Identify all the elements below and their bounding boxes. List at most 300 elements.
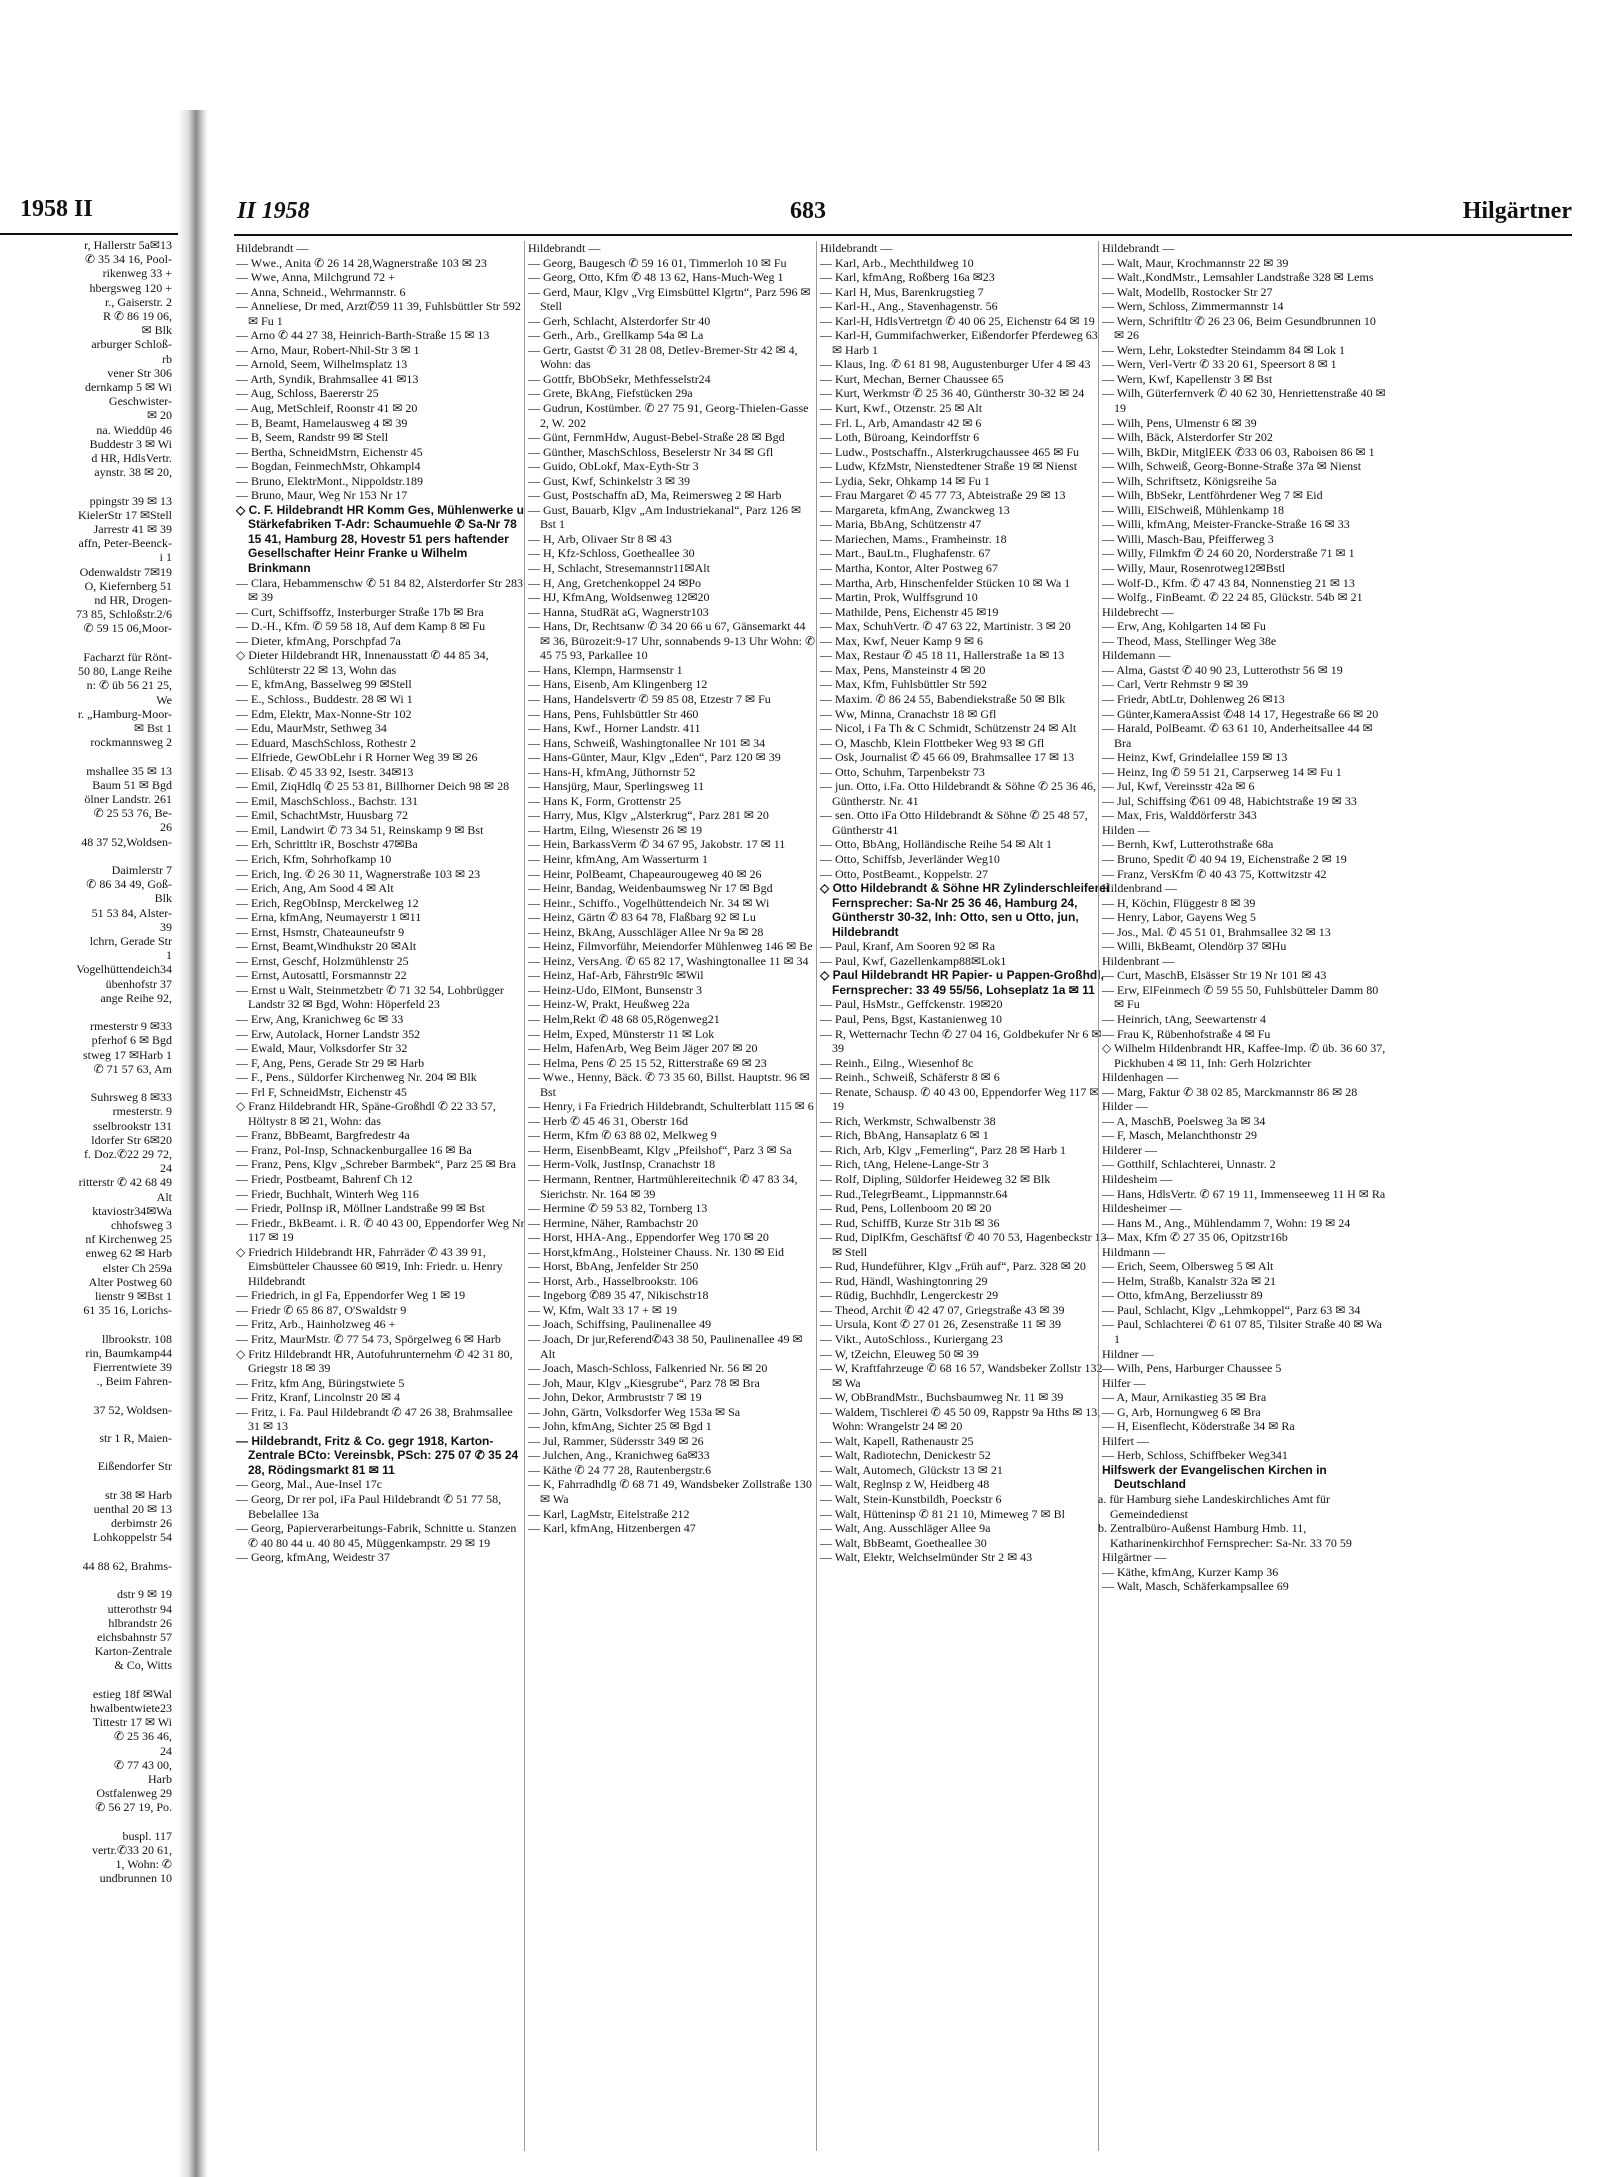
directory-entry: — E, kfmAng, Basselweg 99 ✉Stell xyxy=(236,677,412,692)
directory-entry: — Hermann, Rentner, Hartmühlereitechnik ✆ 47 83 34, Sierichstr. Nr. 164 ✉ 39 xyxy=(528,1172,798,1201)
directory-entry: — Heinz-Udo, ElMont, Bunsenstr 3 xyxy=(528,982,702,997)
directory-entry: — Mariechen, Mams., Framheinstr. 18 xyxy=(820,531,1007,546)
directory-entry: — Paul, Schlacht, Klgv „Lehmkoppel“, Parz 63 ✉ 34 xyxy=(1102,1302,1361,1317)
left-fragment-line: 73 85, Schloßstr.2/6 xyxy=(75,607,172,622)
left-fragment-line: lchrn, Gerade Str xyxy=(89,933,172,948)
left-fragment-line xyxy=(0,479,172,493)
directory-entry: — W, tZeichn, Eleuweg 50 ✉ 39 xyxy=(820,1346,979,1361)
left-fragment-line: ✆ 77 43 00, xyxy=(113,1757,172,1772)
directory-entry: — Fritz, Arb., Hainholzweg 46 + xyxy=(236,1317,396,1332)
directory-entry: — Heinz-W, Prakt, Heußweg 22a xyxy=(528,997,690,1012)
directory-entry: — Ewald, Maur, Volksdorfer Str 32 xyxy=(236,1041,408,1056)
directory-entry: — Otto, PostBeamt., Koppelstr. 27 xyxy=(820,866,988,881)
left-fragment-line xyxy=(0,1445,172,1459)
left-page-column xyxy=(0,238,172,1886)
directory-entry: — Max, Fris, Walddörferstr 343 xyxy=(1102,808,1257,823)
directory-entry: — Alma, Gastst ✆ 40 90 23, Lutterothstr 56 ✉ 19 xyxy=(1102,662,1343,677)
left-fragment-line: Eißendorfer Str xyxy=(97,1459,172,1474)
directory-entry: — Lydia, Sekr, Ohkamp 14 ✉ Fu 1 xyxy=(820,473,990,488)
directory-page xyxy=(210,120,1590,2177)
directory-entry: — Rich, Werkmstr, Schwalbenstr 38 xyxy=(820,1113,996,1128)
directory-entry: — Walt, Ang. Ausschläger Allee 9a xyxy=(820,1521,991,1536)
directory-entry: — Wilh, Bäck, Alsterdorfer Str 202 xyxy=(1102,430,1273,445)
surname-heading: Hilgärtner — xyxy=(1102,1550,1167,1565)
left-fragment-line: r. „Hamburg-Moor- xyxy=(77,706,172,721)
directory-entry: — Hans, Kwf., Horner Landstr. 411 xyxy=(528,721,701,736)
left-fragment-line xyxy=(0,1417,172,1431)
left-fragment-line: hwalbentwiete23 xyxy=(90,1700,172,1715)
directory-entry: — Erich, Seem, Olbersweg 5 ✉ Alt xyxy=(1102,1259,1274,1274)
directory-entry: — Friedr, Postbeamt, Bahrenf Ch 12 xyxy=(236,1172,413,1186)
directory-entry: — Horst, BbAng, Jenfelder Str 250 xyxy=(528,1259,699,1274)
firm-entry: Hilfswerk der Evangelischen Kirchen in Deutschland xyxy=(1102,1462,1327,1492)
directory-entry: — Ernst, Autosattl, Forsmannstr 22 xyxy=(236,968,407,983)
directory-entry: — F, Ang, Pens, Gerade Str 29 ✉ Harb xyxy=(236,1055,425,1070)
surname-heading: Hildesheimer — xyxy=(1102,1201,1182,1216)
left-fragment-line: 50 80, Lange Reihe xyxy=(78,664,172,679)
left-fragment-line: Blk xyxy=(154,891,172,906)
left-fragment-line: ✉ Blk xyxy=(141,323,172,338)
directory-entry: — Heinz, Haf-Arb, Fährstr9lc ✉Wil xyxy=(528,968,704,983)
left-fragment-line: Alter Postweg 60 xyxy=(88,1274,172,1289)
directory-entry: — Gerd, Maur, Klgv „Vrg Eimsbüttel Klgrtn“, Parz 596 ✉ Stell xyxy=(528,284,811,314)
left-fragment-line: buspl. 117 xyxy=(122,1828,172,1843)
directory-entry: — Wilh, Schriftsetz, Königsreihe 5a xyxy=(1102,473,1277,488)
directory-entry: — Emil, ZiqHdlq ✆ 25 53 81, Billhorner Deich 98 ✉ 28 xyxy=(236,779,510,794)
directory-entry: — Loth, Büroang, Keindorffstr 6 xyxy=(820,430,980,445)
directory-entry: — Walt, Radiotechn, Denickestr 52 xyxy=(820,1448,991,1463)
directory-entry: — Wolf-D., Kfm. ✆ 47 43 84, Nonnenstieg 21 ✉ 13 xyxy=(1102,575,1355,590)
directory-entry: — K, Fahrradhdlg ✆ 68 71 49, Wandsbeker Zollstraße 130 ✉ Wa xyxy=(528,1477,812,1507)
directory-entry: — Clara, Hebammenschw ✆ 51 84 82, Alsterdorfer Str 283 ✉ 39 xyxy=(236,575,523,605)
directory-entry: — Elisab. ✆ 45 33 92, Isestr. 34✉13 xyxy=(236,764,414,779)
left-fragment-line: ppingstr 39 ✉ 13 xyxy=(89,493,172,508)
directory-entry: — Helma, Pens ✆ 25 15 52, Ritterstraße 69 ✉ 23 xyxy=(528,1055,767,1070)
left-fragment-line: 37 52, Woldsen- xyxy=(93,1402,172,1417)
left-fragment-line: ✆ 56 27 19, Po. xyxy=(95,1800,172,1815)
directory-entry: — Willi, BkBeamt, Olendörp 37 ✉Hu xyxy=(1102,939,1287,954)
directory-entry: — Fritz, MaurMstr. ✆ 77 54 73, Spörgelweg 6 ✉ Harb xyxy=(236,1332,501,1347)
directory-entry: — Rud, SchiffB, Kurze Str 31b ✉ 36 xyxy=(820,1215,1000,1230)
directory-entry: — Martha, Kontor, Alter Postweg 67 xyxy=(820,561,998,576)
column-divider xyxy=(1098,241,1099,2151)
directory-entry: — Henry, i Fa Friedrich Hildebrandt, Schulterblatt 115 ✉ 6 xyxy=(528,1099,814,1114)
directory-entry: — Käthe, kfmAng, Kurzer Kamp 36 xyxy=(1102,1564,1279,1579)
directory-entry: — Margareta, kfmAng, Zwanckweg 13 xyxy=(820,502,1010,517)
surname-heading: Hildebrandt — xyxy=(1102,241,1175,255)
directory-entry: — H, Arb, Olivaer Str 8 ✉ 43 xyxy=(528,531,672,546)
directory-entry: — Karl-H., Ang., Stavenhagenstr. 56 xyxy=(820,299,998,314)
left-fragment-line: ✆ 25 36 46, xyxy=(113,1729,172,1744)
directory-entry: ◇ Franz Hildebrandt HR, Späne-Großhdl ✆ 22 33 57, Höltystr 8 ✉ 21, Wohn: das xyxy=(236,1099,496,1128)
directory-entry: — Herm, Kfm ✆ 63 88 02, Melkweg 9 xyxy=(528,1128,717,1143)
directory-entry: — Herb, Schloss, Schiffbeker Weg341 xyxy=(1102,1448,1288,1463)
directory-entry: — Elfriede, GewObLehr i R Horner Weg 39 ✉ 26 xyxy=(236,750,478,765)
directory-entry: — Hans-Günter, Maur, Klgv „Eden“, Parz 120 ✉ 39 xyxy=(528,750,781,765)
directory-entry: — Heinz, Ing ✆ 59 51 21, Carpserweg 14 ✉ Fu 1 xyxy=(1102,764,1342,779)
column-4 xyxy=(1098,241,1386,1594)
directory-entry: — Rich, Arb, Klgv „Femerling“, Parz 28 ✉ Harb 1 xyxy=(820,1142,1067,1157)
surname-heading: Hildenbrand — xyxy=(1102,881,1177,896)
column-divider xyxy=(524,241,525,2151)
directory-entry: — Willi, Masch-Bau, Pfeifferweg 3 xyxy=(1102,531,1274,546)
directory-entry: — Rud, Hundeführer, Klgv „Früh auf“, Parz. 328 ✉ 20 xyxy=(820,1259,1086,1274)
header-rule xyxy=(234,234,1572,236)
directory-entry: — Kurt, Werkmstr ✆ 25 36 40, Güntherstr 30-32 ✉ 24 xyxy=(820,386,1085,401)
directory-entry: — Wilh, Pens, Ulmenstr 6 ✉ 39 xyxy=(1102,415,1257,430)
left-fragment-line: ✆ 59 15 06,Moor- xyxy=(83,621,172,636)
directory-entry: — Guido, ObLokf, Max-Eyth-Str 3 xyxy=(528,459,699,474)
directory-entry: — Aug, Schloss, Baererstr 25 xyxy=(236,386,379,401)
directory-entry: — John, kfmAng, Sichter 25 ✉ Bgd 1 xyxy=(528,1419,712,1434)
directory-entry: — Hein, BarkassVerm ✆ 34 67 95, Jakobstr. 17 ✉ 11 xyxy=(528,837,786,852)
directory-entry: — Harald, PolBeamt. ✆ 63 61 10, Anderheitsallee 44 ✉ Bra xyxy=(1102,721,1373,750)
edition-label: II 1958 xyxy=(237,198,310,224)
left-fragment-line: derbimstr 26 xyxy=(111,1516,172,1531)
directory-entry: — Willi, ElSchweiß, Mühlenkamp 18 xyxy=(1102,502,1284,517)
left-fragment-line: pferhof 6 ✉ Bgd xyxy=(91,1033,172,1048)
left-fragment-line: 61 35 16, Lorichs- xyxy=(83,1303,172,1318)
directory-entry: — Bruno, Maur, Weg Nr 153 Nr 17 xyxy=(236,488,408,503)
directory-entry: — Herm-Volk, JustInsp, Cranachstr 18 xyxy=(528,1157,716,1172)
directory-entry: — F., Pens., Süldorfer Kirchenweg Nr. 204 ✉ Blk xyxy=(236,1070,477,1085)
left-fragment-line: ldorfer Str 6✉20 xyxy=(91,1132,172,1147)
directory-entry: — Walt, Masch, Schäferkampsallee 69 xyxy=(1102,1579,1289,1594)
directory-entry: — Erh, Schrittltr iR, Boschstr 47✉Ba xyxy=(236,837,418,852)
left-fragment-line: O, Kiefernberg 51 xyxy=(84,578,172,593)
directory-entry: — Heinz, BkAng, Ausschläger Allee Nr 9a ✉ 28 xyxy=(528,924,764,939)
surname-heading: Hildenhagen — xyxy=(1102,1070,1179,1085)
left-fragment-line: Jarrestr 41 ✉ 39 xyxy=(93,522,172,537)
directory-entry: — B, Beamt, Hamelausweg 4 ✉ 39 xyxy=(236,415,408,430)
directory-entry: — Georg, Mal., Aue-Insel 17c xyxy=(236,1477,383,1492)
directory-entry: — Wern, Lehr, Lokstedter Steindamm 84 ✉ Lok 1 xyxy=(1102,342,1346,357)
directory-entry: — Theod, Mass, Stellinger Weg 38e xyxy=(1102,633,1277,648)
directory-entry: — Wilh, BbSekr, Lentföhrdener Weg 7 ✉ Eid xyxy=(1102,488,1323,503)
left-fragment-line: lienstr 9 ✉Bst 1 xyxy=(94,1289,172,1304)
left-fragment-line xyxy=(0,749,172,763)
directory-entry: — Rud, Händl, Washingtonring 29 xyxy=(820,1273,988,1288)
directory-entry: — Wern, Schloss, Zimmermannstr 14 xyxy=(1102,299,1284,314)
directory-entry: — Carl, Vertr Rehmstr 9 ✉ 39 xyxy=(1102,677,1249,692)
directory-entry: — Walt, Modellb, Rostocker Str 27 xyxy=(1102,284,1273,299)
left-fragment-line xyxy=(0,849,172,863)
directory-entry: ◇ Dieter Hildebrandt HR, Innenausstatt ✆ 44 85 34, Schlüterstr 22 ✉ 13, Wohn das xyxy=(236,648,489,677)
directory-entry: — Hans, Pens, Fuhlsbüttler Str 460 xyxy=(528,706,699,721)
surname-heading: Hildebrandt — xyxy=(236,241,309,255)
directory-entry: — Bernh, Kwf, Lutterothstraße 68a xyxy=(1102,837,1274,852)
directory-entry: — Otto, Schuhm, Tarpenbekstr 73 xyxy=(820,764,985,779)
directory-entry: — Georg, Papierverarbeitungs-Fabrik, Schnitte u. Stanzen ✆ 40 80 44 u. 40 80 45, Müggenkampstr. 29 ✉ 19 xyxy=(236,1521,517,1550)
directory-entry: — Erw, Autolack, Horner Landstr 352 xyxy=(236,1026,421,1041)
directory-entry: — Franz, Pens, Klgv „Schreber Barmbek“, Parz 25 ✉ Bra xyxy=(236,1157,516,1172)
directory-entry: — Jul, Kwf, Vereinsstr 42a ✉ 6 xyxy=(1102,779,1255,794)
left-fragment-line: i 1 xyxy=(159,550,172,565)
directory-entry: — Gotthilf, Schlachterei, Unnastr. 2 xyxy=(1102,1157,1276,1172)
directory-entry: — Walt, Reglnsp z W, Heidberg 48 xyxy=(820,1477,990,1492)
column-1 xyxy=(236,241,526,1565)
directory-entry: — Vikt., AutoSchloss., Kuriergang 23 xyxy=(820,1332,1003,1347)
directory-entry: — Walt, Stein-Kunstbildh, Poeckstr 6 xyxy=(820,1492,1002,1507)
left-fragment-line: utterothstr 94 xyxy=(107,1601,172,1616)
directory-entry: — Frl F, SchneidMstr, Eichenstr 45 xyxy=(236,1084,407,1099)
directory-entry: — Ernst, Geschf, Holzmühlenstr 25 xyxy=(236,953,409,968)
directory-entry: — Heinrich, tAng, Seewartenstr 4 xyxy=(1102,1011,1266,1026)
left-fragment-line: übenhofstr 37 xyxy=(105,976,172,991)
directory-entry: — Horst, HHA-Ang., Eppendorfer Weg 170 ✉ 20 xyxy=(528,1230,769,1245)
directory-entry: — Willy, Maur, Rosenrotweg12✉Bstl xyxy=(1102,561,1286,576)
directory-entry: — Walt, Kapell, Rathenaustr 25 xyxy=(820,1433,974,1448)
directory-entry: — O, Maschb, Klein Flottbeker Weg 93 ✉ Gfl xyxy=(820,735,1045,750)
directory-entry: — Hans, Dr, Rechtsanw ✆ 34 20 66 u 67, Gänsemarkt 44 ✉ 36, Bürozeit:9-17 Uhr, sonnabends 9-13 Uhr Wohn: ✆ 45 75 93, Parkallee 10 xyxy=(528,619,816,663)
left-fragment-line: Fierrentwiete 39 xyxy=(93,1360,172,1375)
directory-entry: — Kurt, Kwf., Otzenstr. 25 ✉ Alt xyxy=(820,401,983,416)
left-fragment-line: rockmannsweg 2 xyxy=(90,735,172,750)
surname-heading: Hildemann — xyxy=(1102,648,1171,663)
directory-entry: — Heinr, Bandag, Weidenbaumsweg Nr 17 ✉ Bgd xyxy=(528,881,773,896)
directory-entry: — Bruno, ElektrMont., Nippoldstr.189 xyxy=(236,473,423,488)
directory-entry: — Jul, Rammer, Südersstr 349 ✉ 26 xyxy=(528,1433,704,1448)
left-fragment-line: dstr 9 ✉ 19 xyxy=(116,1587,172,1602)
left-fragment-line: R ✆ 86 19 06, xyxy=(102,309,172,324)
directory-entry: — Karl-H, Gummifachwerker, Eißendorfer Pferdeweg 63 ✉ Harb 1 xyxy=(820,328,1098,357)
directory-entry: — A, MaschB, Poelsweg 3a ✉ 34 xyxy=(1102,1113,1266,1128)
left-fragment-line: uenthal 20 ✉ 13 xyxy=(93,1502,172,1517)
left-fragment-line: ✉ Bst 1 xyxy=(133,720,172,735)
left-fragment-line: ✆ 71 57 63, Am xyxy=(93,1061,172,1076)
left-fragment-line: chhofsweg 3 xyxy=(111,1218,172,1233)
directory-entry: — Günter,KameraAssist ✆48 14 17, Hegestraße 66 ✉ 20 xyxy=(1102,706,1379,721)
directory-entry: — Walt, Elektr, Welchselmünder Str 2 ✉ 43 xyxy=(820,1550,1033,1565)
directory-entry: — Wern, Verl-Vertr ✆ 33 20 61, Speersort 8 ✉ 1 xyxy=(1102,357,1337,372)
directory-entry: — Hermine ✆ 59 53 82, Tornberg 13 xyxy=(528,1201,708,1216)
left-fragment-line: nf Kirchenweg 25 xyxy=(85,1232,172,1247)
left-fragment-line: KielerStr 17 ✉Stell xyxy=(77,507,172,522)
directory-entry: — Frau K, Rübenhofstraße 4 ✉ Fu xyxy=(1102,1026,1271,1041)
directory-entry: — Hansjürg, Maur, Sperlingsweg 11 xyxy=(528,779,705,794)
directory-entry: — Herb ✆ 45 46 31, Oberstr 16d xyxy=(528,1113,689,1128)
directory-entry: — jun. Otto, i.Fa. Otto Hildebrandt & Söhne ✆ 25 36 46, Güntherstr. Nr. 41 xyxy=(820,779,1097,808)
left-fragment-line: ritterstr ✆ 42 68 49 xyxy=(78,1175,172,1190)
left-fragment-line: aynstr. 38 ✉ 20, xyxy=(94,465,172,480)
directory-entry: — Heinz, Gärtn ✆ 83 64 78, Flaßbarg 92 ✉ Lu xyxy=(528,910,756,925)
directory-entry: — Günther, MaschSchloss, Beselerstr Nr 34 ✉ Gfl xyxy=(528,444,774,459)
directory-entry: — Franz, BbBeamt, Bargfredestr 4a xyxy=(236,1128,410,1143)
page-header xyxy=(210,198,1572,232)
directory-entry: — H, Schlacht, Stresemannstr11✉Alt xyxy=(528,561,710,576)
left-fragment-line: rb xyxy=(162,351,172,366)
left-page-fragment xyxy=(0,0,182,2177)
left-fragment-line: ktaviostr34✉Wa xyxy=(92,1203,172,1218)
directory-entry: — Wolfg., FinBeamt. ✆ 22 24 85, Glückstr. 54b ✉ 21 xyxy=(1102,590,1363,605)
directory-entry: — Curt, Schiffsoffz, Insterburger Straße 17b ✉ Bra xyxy=(236,604,484,619)
directory-entry: — Ernst, Hsmstr, Chateauneufstr 9 xyxy=(236,924,405,939)
directory-entry: — Max, SchuhVertr. ✆ 47 63 22, Martinistr. 3 ✉ 20 xyxy=(820,619,1071,634)
left-fragment-line: ✆ 86 34 49, Goß- xyxy=(86,877,172,892)
directory-entry: — Nicol, i Fa Th & C Schmidt, Schützenstr 24 ✉ Alt xyxy=(820,721,1077,736)
left-fragment-line: arburger Schloß- xyxy=(91,337,172,352)
directory-entry: — Wilh, Güterfernverk ✆ 40 62 30, Henriettenstraße 40 ✉ 19 xyxy=(1102,386,1386,416)
directory-entry: ◇ Fritz Hildebrandt HR, Autofuhrunternehm ✆ 42 31 80, Griegstr 18 ✉ 39 xyxy=(236,1346,513,1376)
directory-entry: — Bruno, Spedit ✆ 40 94 19, Eichenstraße 2 ✉ 19 xyxy=(1102,851,1347,866)
directory-entry: — Walt.,KondMstr., Lemsahler Landstraße 328 ✉ Lems xyxy=(1102,270,1374,285)
left-fragment-line: hbergsweg 120 + xyxy=(89,280,172,295)
left-fragment-line xyxy=(0,1076,172,1090)
surname-heading: Hildebrandt — xyxy=(528,241,601,255)
left-fragment-line: ✉ 20 xyxy=(146,408,172,423)
directory-entry: — Eduard, MaschSchloss, Rothestr 2 xyxy=(236,735,416,750)
directory-entry: — Walt, BbBeamt, Goetheallee 30 xyxy=(820,1535,987,1550)
left-fragment-line: r, Hallerstr 5a✉13 xyxy=(84,238,172,252)
directory-entry: — Joach, Dr jur,Referend✆43 38 50, Paulinenallee 49 ✉ Alt xyxy=(528,1332,803,1361)
directory-entry: — Maria, BbAng, Schützenstr 47 xyxy=(820,517,982,532)
directory-entry: — Renate, Schausp. ✆ 40 43 00, Eppendorfer Weg 117 ✉ 19 xyxy=(820,1084,1100,1114)
surname-heading: Hildner — xyxy=(1102,1346,1154,1361)
directory-entry: — G, Arb, Hornungweg 6 ✉ Bra xyxy=(1102,1404,1261,1419)
left-fragment-line: Alt xyxy=(156,1189,172,1204)
directory-entry: — Marg, Faktur ✆ 38 02 85, Marckmannstr 86 ✉ 28 xyxy=(1102,1084,1358,1099)
directory-entry: — Arno, Maur, Robert-Nhil-Str 3 ✉ 1 xyxy=(236,342,420,357)
directory-entry: — Karl, LagMstr, Eitelstraße 212 xyxy=(528,1506,690,1521)
left-fragment-line xyxy=(0,1673,172,1687)
left-fragment-line: Facharzt für Rönt- xyxy=(83,649,172,664)
directory-entry: ◇ Wilhelm Hildenbrandt HR, Kaffee-Imp. ✆ üb. 36 60 37, Pickhuben 4 ✉ 11, Inh: Gerh Holzrichter xyxy=(1102,1041,1386,1070)
directory-entry: — Rud, DiplKfm, Geschäftsf ✆ 40 70 53, Hagenbeckstr 13 ✉ Stell xyxy=(820,1230,1107,1259)
directory-entry: — D.-H., Kfm. ✆ 59 58 18, Auf dem Kamp 8 ✉ Fu xyxy=(236,619,486,634)
directory-entry: — Ernst u Walt, Steinmetzbetr ✆ 71 32 54, Lohbrügger Landstr 32 ✉ Bgd, Wohn: Höperfeld 23 xyxy=(236,982,504,1012)
directory-entry: — Curt, MaschB, Elsässer Str 19 Nr 101 ✉ 43 xyxy=(1102,968,1327,983)
directory-entry: — Max, Pens, Mansteinstr 4 ✉ 20 xyxy=(820,662,986,677)
directory-entry: — Emil, SchachtMstr, Huusbarg 72 xyxy=(236,808,408,823)
left-fragment-line: 48 37 52,Woldsen- xyxy=(81,834,172,849)
directory-entry: — B, Seem, Randstr 99 ✉ Stell xyxy=(236,430,389,445)
column-2 xyxy=(528,241,818,1536)
directory-entry: — Gerh, Schlacht, Alsterdorfer Str 40 xyxy=(528,313,711,328)
directory-entry: — W, Kraftfahrzeuge ✆ 68 16 57, Wandsbeker Zollstr 132 ✉ Wa xyxy=(820,1361,1103,1390)
left-fragment-line xyxy=(0,1317,172,1331)
directory-entry: — Wwe, Anna, Milchgrund 72 + xyxy=(236,270,395,285)
left-fragment-line: sselbrookstr 131 xyxy=(93,1118,172,1133)
directory-entry: — Heinr., Schiffo., Vogelhüttendeich Nr. 34 ✉ Wi xyxy=(528,895,770,910)
directory-entry: — Wilh, Pens, Harburger Chaussee 5 xyxy=(1102,1361,1282,1376)
left-fragment-line: ölner Landstr. 261 xyxy=(84,791,172,806)
directory-entry: — Hans M., Ang., Mühlendamm 7, Wohn: 19 ✉ 24 xyxy=(1102,1215,1351,1230)
left-fragment-line xyxy=(0,1005,172,1019)
directory-entry: — Klaus, Ing. ✆ 61 81 98, Augustenburger Ufer 4 ✉ 43 xyxy=(820,357,1091,372)
directory-entry: — Georg, kfmAng, Weidestr 37 xyxy=(236,1550,390,1565)
directory-entry: — F, Masch, Melanchthonstr 29 xyxy=(1102,1128,1258,1143)
directory-entry: — Karl, kfmAng, Roßberg 16a ✉23 xyxy=(820,270,995,285)
left-fragment-line: Daimlerstr 7 xyxy=(111,862,172,877)
left-fragment-line: f. Doz.✆22 29 72, xyxy=(83,1147,172,1161)
directory-entry: — Hermine, Näher, Rambachstr 20 xyxy=(528,1215,699,1230)
directory-entry: — Gottfr, BbObSekr, Methfesselstr24 xyxy=(528,371,711,386)
directory-entry: — Karl, kfmAng, Hitzenbergen 47 xyxy=(528,1521,696,1536)
left-fragment-line: ✆ 35 34 16, Pool- xyxy=(84,252,172,267)
directory-entry: — Otto, BbAng, Holländische Reihe 54 ✉ Alt 1 xyxy=(820,837,1053,852)
directory-entry: — H, Ang, Gretchenkoppel 24 ✉Po xyxy=(528,575,702,590)
directory-entry: — Edu, MaurMstr, Sethweg 34 xyxy=(236,721,387,736)
directory-entry: — Dieter, kfmAng, Porschpfad 7a xyxy=(236,633,401,648)
directory-entry: — Reinh., Schweiß, Schäferstr 8 ✉ 6 xyxy=(820,1070,1000,1085)
directory-entry: — Bertha, SchneidMstrn, Eichenstr 45 xyxy=(236,444,423,459)
directory-entry: — HJ, KfmAng, Woldsenweg 12✉20 xyxy=(528,590,710,605)
directory-entry: — Karl-H, HdlsVertretgn ✆ 40 06 25, Eichenstr 64 ✉ 19 xyxy=(820,313,1095,328)
directory-entry: — Heinr, PolBeamt, Chapeaurougeweg 40 ✉ 26 xyxy=(528,866,762,881)
directory-entry: — Erich, Kfm, Sohrhofkamp 10 xyxy=(236,851,392,866)
directory-entry: — Hans K, Form, Grottenstr 25 xyxy=(528,793,681,808)
directory-entry: — Edm, Elektr, Max-Nonne-Str 102 xyxy=(236,706,412,721)
directory-entry: — Gertr, Gastst ✆ 31 28 08, Detlev-Bremer-Str 42 ✉ 4, Wohn: das xyxy=(528,342,798,372)
directory-entry: — Julchen, Ang., Kranichweg 6a✉33 xyxy=(528,1448,710,1463)
directory-entry: — Wilh, BkDir, MitglEEK ✆33 06 03, Raboisen 86 ✉ 1 xyxy=(1102,444,1375,459)
surname-heading: Hilderer — xyxy=(1102,1142,1157,1157)
left-fragment-line: Karton-Zentrale xyxy=(94,1644,172,1659)
directory-entry: — Willy, Filmkfm ✆ 24 60 20, Norderstraße 71 ✉ 1 xyxy=(1102,546,1355,561)
page-number: 683 xyxy=(790,198,826,224)
directory-entry: — Frl. L, Arb, Amandastr 42 ✉ 6 xyxy=(820,415,982,430)
left-fragment-line: ✆ 25 53 76, Be- xyxy=(93,806,172,821)
directory-entry: — Georg, Dr rer pol, iFa Paul Hildebrandt ✆ 51 77 58, Bebelallee 13a xyxy=(236,1492,502,1521)
directory-entry: — Karl H, Mus, Barenkrugstieg 7 xyxy=(820,284,984,299)
directory-entry: — Helm, HafenArb, Weg Beim Jäger 207 ✉ 20 xyxy=(528,1041,758,1056)
directory-entry: — Henry, Labor, Gayens Weg 5 xyxy=(1102,910,1256,925)
directory-entry: — Willi, kfmAng, Meister-Francke-Straße 16 ✉ 33 xyxy=(1102,517,1350,532)
directory-entry: — Osk, Journalist ✆ 45 66 09, Brahmsallee 17 ✉ 13 xyxy=(820,750,1075,765)
directory-entry: — Hans, Klempn, Harmsenstr 1 xyxy=(528,662,683,677)
directory-entry: — Wern, Schriftltr ✆ 26 23 06, Beim Gesundbrunnen 10 ✉ 26 xyxy=(1102,313,1376,343)
left-fragment-line: 1, Wohn: ✆ xyxy=(115,1857,172,1872)
firm-entry: ◇ Otto Hildebrandt & Söhne HR Zylinderschleiferei Fernsprecher: Sa-Nr 25 36 46, Hamburg 24, Güntherstr 30-32, Inh: Otto, sen u Otto, jun, Hildebrandt xyxy=(820,881,1110,939)
directory-entry: — Gust, Kwf, Schinkelstr 3 ✉ 39 xyxy=(528,473,691,488)
left-fragment-line: hlbrandstr 26 xyxy=(108,1615,172,1630)
directory-entry: — Joach, Masch-Schloss, Falkenried Nr. 56 ✉ 20 xyxy=(528,1361,768,1376)
directory-entry: — Horst, Arb., Hasselbrookstr. 106 xyxy=(528,1273,698,1288)
directory-entry: — Friedr, PolInsp iR, Möllner Landstraße 99 ✉ Bst xyxy=(236,1201,485,1216)
left-fragment-line: 1 xyxy=(166,948,172,963)
left-fragment-line: Harb xyxy=(148,1771,172,1786)
directory-entry: — Hans, Schweiß, Washingtonallee Nr 101 ✉ 34 xyxy=(528,735,766,750)
left-fragment-line: nd HR, Drogen- xyxy=(94,593,172,608)
directory-entry: — H, Köchin, Flüggestr 8 ✉ 39 xyxy=(1102,895,1256,910)
directory-entry: — Anneliese, Dr med, Arzt✆59 11 39, Fuhlsbüttler Str 592 ✉ Fu 1 xyxy=(236,299,521,328)
book-spine xyxy=(178,110,208,2177)
left-fragment-line: dernkamp 5 ✉ Wi xyxy=(85,380,172,395)
left-fragment-line: ., Beim Fahren- xyxy=(96,1374,172,1389)
directory-entry: — A, Maur, Arnikastieg 35 ✉ Bra xyxy=(1102,1390,1267,1405)
directory-entry: — Martha, Arb, Hinschenfelder Stücken 10 ✉ Wa 1 xyxy=(820,575,1071,590)
directory-entry: — John, Dekor, Armbruststr 7 ✉ 19 xyxy=(528,1390,702,1405)
left-fragment-line: mshallee 35 ✉ 13 xyxy=(86,763,172,778)
directory-entry: — Mathilde, Pens, Eichenstr 45 ✉19 xyxy=(820,604,999,619)
directory-entry: — Ludw., Postschaffn., Alsterkrugchaussee 465 ✉ Fu xyxy=(820,444,1080,459)
directory-entry: — R, Wetternachr Techn ✆ 27 04 16, Goldbekufer Nr 6 ✉ 39 xyxy=(820,1026,1102,1056)
left-fragment-line: rmesterstr. 9 xyxy=(112,1104,172,1119)
firm-entry: ◇ C. F. Hildebrandt HR Komm Ges, Mühlenwerke u Stärkefabriken T-Adr: Schaumuehle ✆ Sa-Nr 78 15 41, Hamburg 28, Hovestr 51 pers haftender Gesellschafter Heinr Franke u Wilhelm Brinkmann xyxy=(236,502,524,576)
directory-entry: — Rolf, Dipling, Süldorfer Heideweg 32 ✉ Blk xyxy=(820,1172,1051,1186)
left-fragment-line: estieg 18f ✉Wal xyxy=(92,1686,172,1701)
directory-entry: — Ww, Minna, Cranachstr 18 ✉ Gfl xyxy=(820,706,997,721)
left-fragment-line xyxy=(0,1815,172,1829)
directory-entry: — Hanna, StudRät aG, Wagnerstr103 xyxy=(528,604,709,619)
directory-entry: — Erich, RegObInsp, Merckelweg 12 xyxy=(236,895,419,910)
left-fragment-line xyxy=(0,1573,172,1587)
left-fragment-line: & Co, Witts xyxy=(114,1658,172,1673)
surname-heading: Hildmann — xyxy=(1102,1244,1165,1259)
directory-entry: — Reinh., Eilng., Wiesenhof 8c xyxy=(820,1055,974,1070)
directory-entry: — Waldem, Tischlerei ✆ 45 50 09, Rappstr 9a Hths ✉ 13, Wohn: Wrangelstr 24 ✉ 20 xyxy=(820,1404,1101,1434)
directory-entry: — Otto, kfmAng, Berzeliusstr 89 xyxy=(1102,1288,1263,1303)
